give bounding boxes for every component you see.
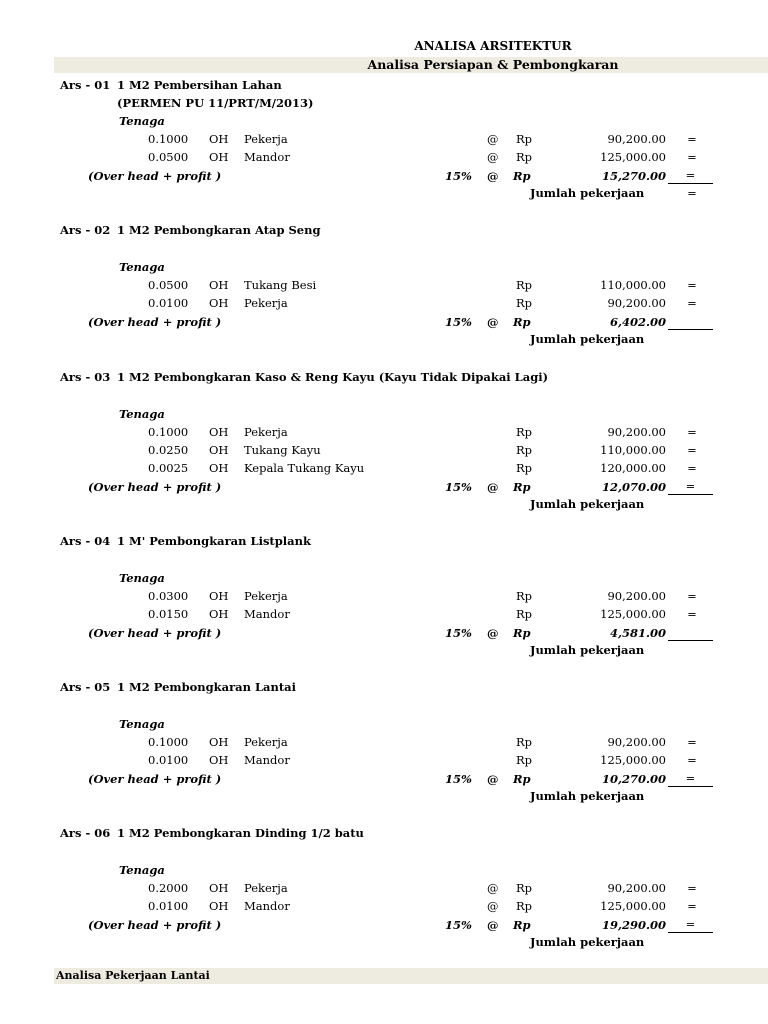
item-unit: OH [209, 735, 229, 749]
at-symbol: @ [487, 626, 499, 640]
section-code: Ars - 03 [60, 370, 111, 384]
item-price: 125,000.00 [600, 607, 666, 621]
item-unit: OH [209, 607, 229, 621]
item-unit: OH [209, 132, 229, 146]
overhead-currency: Rp [513, 169, 531, 183]
item-equals: = [687, 899, 697, 913]
item-price: 125,000.00 [600, 753, 666, 767]
item-price: 120,000.00 [600, 461, 666, 475]
overhead-equals [668, 625, 713, 641]
item-name: Mandor [244, 753, 290, 767]
item-name: Pekerja [244, 589, 288, 603]
overhead-value: 15,270.00 [601, 169, 666, 183]
overhead-currency: Rp [513, 772, 531, 786]
group-label: Tenaga [119, 571, 165, 585]
item-name: Pekerja [244, 735, 288, 749]
item-price: 125,000.00 [600, 899, 666, 913]
item-price: 90,200.00 [607, 132, 666, 146]
item-unit: OH [209, 461, 229, 475]
item-currency: Rp [516, 132, 533, 146]
overhead-equals: = [668, 479, 713, 495]
overhead-currency: Rp [513, 480, 531, 494]
item-currency: Rp [516, 443, 533, 457]
overhead-currency: Rp [513, 626, 531, 640]
at-symbol: @ [487, 918, 499, 932]
item-unit: OH [209, 296, 229, 310]
item-name: Pekerja [244, 425, 288, 439]
item-name: Mandor [244, 150, 290, 164]
item-currency: Rp [516, 881, 533, 895]
item-currency: Rp [516, 425, 533, 439]
item-name: Kepala Tukang Kayu [244, 461, 365, 475]
overhead-equals: = [668, 917, 713, 933]
item-equals: = [687, 443, 697, 457]
item-currency: Rp [516, 753, 533, 767]
section-description: 1 M2 Pembongkaran Lantai [117, 680, 297, 694]
item-name: Pekerja [244, 881, 288, 895]
overhead-percentage: 15% [445, 169, 472, 183]
item-currency: Rp [516, 589, 533, 603]
section-code: Ars - 01 [60, 78, 111, 92]
item-equals: = [687, 278, 697, 292]
item-currency: Rp [516, 296, 533, 310]
at-symbol: @ [487, 881, 499, 895]
total-label: Jumlah pekerjaan [530, 497, 645, 511]
overhead-currency: Rp [513, 918, 531, 932]
item-currency: Rp [516, 150, 533, 164]
page-title: ANALISA ARSITEKTUR [414, 39, 572, 53]
section-description: 1 M2 Pembongkaran Atap Seng [117, 223, 321, 237]
overhead-value: 10,270.00 [601, 772, 666, 786]
at-symbol: @ [487, 150, 499, 164]
item-price: 110,000.00 [600, 278, 666, 292]
item-price: 90,200.00 [607, 589, 666, 603]
item-coefficient: 0.0150 [148, 607, 189, 621]
item-equals: = [687, 607, 697, 621]
overhead-currency: Rp [513, 315, 531, 329]
overhead-percentage: 15% [445, 772, 472, 786]
section-code: Ars - 05 [60, 680, 111, 694]
item-equals: = [687, 132, 697, 146]
overhead-equals [668, 314, 713, 330]
item-unit: OH [209, 589, 229, 603]
section-description: 1 M' Pembongkaran Listplank [117, 534, 311, 548]
item-coefficient: 0.0100 [148, 899, 189, 913]
overhead-value: 12,070.00 [601, 480, 666, 494]
section-code: Ars - 04 [60, 534, 111, 548]
total-label: Jumlah pekerjaan [530, 186, 645, 200]
item-coefficient: 0.0100 [148, 753, 189, 767]
item-coefficient: 0.1000 [148, 425, 189, 439]
item-equals: = [687, 589, 697, 603]
overhead-equals: = [668, 168, 713, 184]
item-unit: OH [209, 443, 229, 457]
overhead-percentage: 15% [445, 918, 472, 932]
at-symbol: @ [487, 899, 499, 913]
item-coefficient: 0.0300 [148, 589, 189, 603]
item-price: 90,200.00 [607, 296, 666, 310]
group-label: Tenaga [119, 114, 165, 128]
item-price: 90,200.00 [607, 881, 666, 895]
total-label: Jumlah pekerjaan [530, 643, 645, 657]
item-currency: Rp [516, 461, 533, 475]
item-unit: OH [209, 899, 229, 913]
section-reference: (PERMEN PU 11/PRT/M/2013) [117, 96, 314, 110]
item-unit: OH [209, 150, 229, 164]
overhead-label: (Over head + profit ) [88, 772, 222, 786]
item-equals: = [687, 461, 697, 475]
overhead-percentage: 15% [445, 315, 472, 329]
at-symbol: @ [487, 132, 499, 146]
item-coefficient: 0.0500 [148, 150, 189, 164]
page-subtitle: Analisa Persiapan & Pembongkaran [367, 57, 619, 72]
item-unit: OH [209, 278, 229, 292]
item-currency: Rp [516, 278, 533, 292]
item-equals: = [687, 881, 697, 895]
item-name: Tukang Besi [244, 278, 317, 292]
group-label: Tenaga [119, 407, 165, 421]
item-currency: Rp [516, 607, 533, 621]
overhead-equals: = [668, 771, 713, 787]
item-coefficient: 0.2000 [148, 881, 189, 895]
item-equals: = [687, 150, 697, 164]
at-symbol: @ [487, 315, 499, 329]
section-code: Ars - 06 [60, 826, 111, 840]
item-coefficient: 0.0025 [148, 461, 189, 475]
total-label: Jumlah pekerjaan [530, 789, 645, 803]
overhead-value: 4,581.00 [609, 626, 666, 640]
item-unit: OH [209, 425, 229, 439]
overhead-label: (Over head + profit ) [88, 626, 222, 640]
item-name: Mandor [244, 899, 290, 913]
overhead-label: (Over head + profit ) [88, 315, 222, 329]
total-label: Jumlah pekerjaan [530, 332, 645, 346]
item-equals: = [687, 735, 697, 749]
section-description: 1 M2 Pembersihan Lahan [117, 78, 282, 92]
group-label: Tenaga [119, 260, 165, 274]
item-equals: = [687, 296, 697, 310]
item-coefficient: 0.1000 [148, 132, 189, 146]
overhead-percentage: 15% [445, 626, 472, 640]
section-description: 1 M2 Pembongkaran Dinding 1/2 batu [117, 826, 364, 840]
item-coefficient: 0.0100 [148, 296, 189, 310]
overhead-value: 19,290.00 [601, 918, 666, 932]
group-label: Tenaga [119, 863, 165, 877]
item-price: 125,000.00 [600, 150, 666, 164]
at-symbol: @ [487, 480, 499, 494]
overhead-percentage: 15% [445, 480, 472, 494]
item-currency: Rp [516, 735, 533, 749]
footer-section-title: Analisa Pekerjaan Lantai [56, 969, 210, 982]
overhead-label: (Over head + profit ) [88, 480, 222, 494]
at-symbol: @ [487, 169, 499, 183]
item-coefficient: 0.0250 [148, 443, 189, 457]
item-name: Pekerja [244, 296, 288, 310]
item-name: Mandor [244, 607, 290, 621]
section-code: Ars - 02 [60, 223, 111, 237]
item-coefficient: 0.0500 [148, 278, 189, 292]
overhead-value: 6,402.00 [609, 315, 666, 329]
item-name: Tukang Kayu [244, 443, 321, 457]
item-unit: OH [209, 881, 229, 895]
item-price: 90,200.00 [607, 425, 666, 439]
item-price: 90,200.00 [607, 735, 666, 749]
overhead-label: (Over head + profit ) [88, 169, 222, 183]
item-equals: = [687, 425, 697, 439]
item-name: Pekerja [244, 132, 288, 146]
item-equals: = [687, 753, 697, 767]
at-symbol: @ [487, 772, 499, 786]
item-price: 110,000.00 [600, 443, 666, 457]
total-equals: = [687, 186, 697, 200]
overhead-label: (Over head + profit ) [88, 918, 222, 932]
section-description: 1 M2 Pembongkaran Kaso & Reng Kayu (Kayu Tidak Dipakai Lagi) [117, 370, 549, 384]
item-coefficient: 0.1000 [148, 735, 189, 749]
total-label: Jumlah pekerjaan [530, 935, 645, 949]
item-currency: Rp [516, 899, 533, 913]
item-unit: OH [209, 753, 229, 767]
group-label: Tenaga [119, 717, 165, 731]
